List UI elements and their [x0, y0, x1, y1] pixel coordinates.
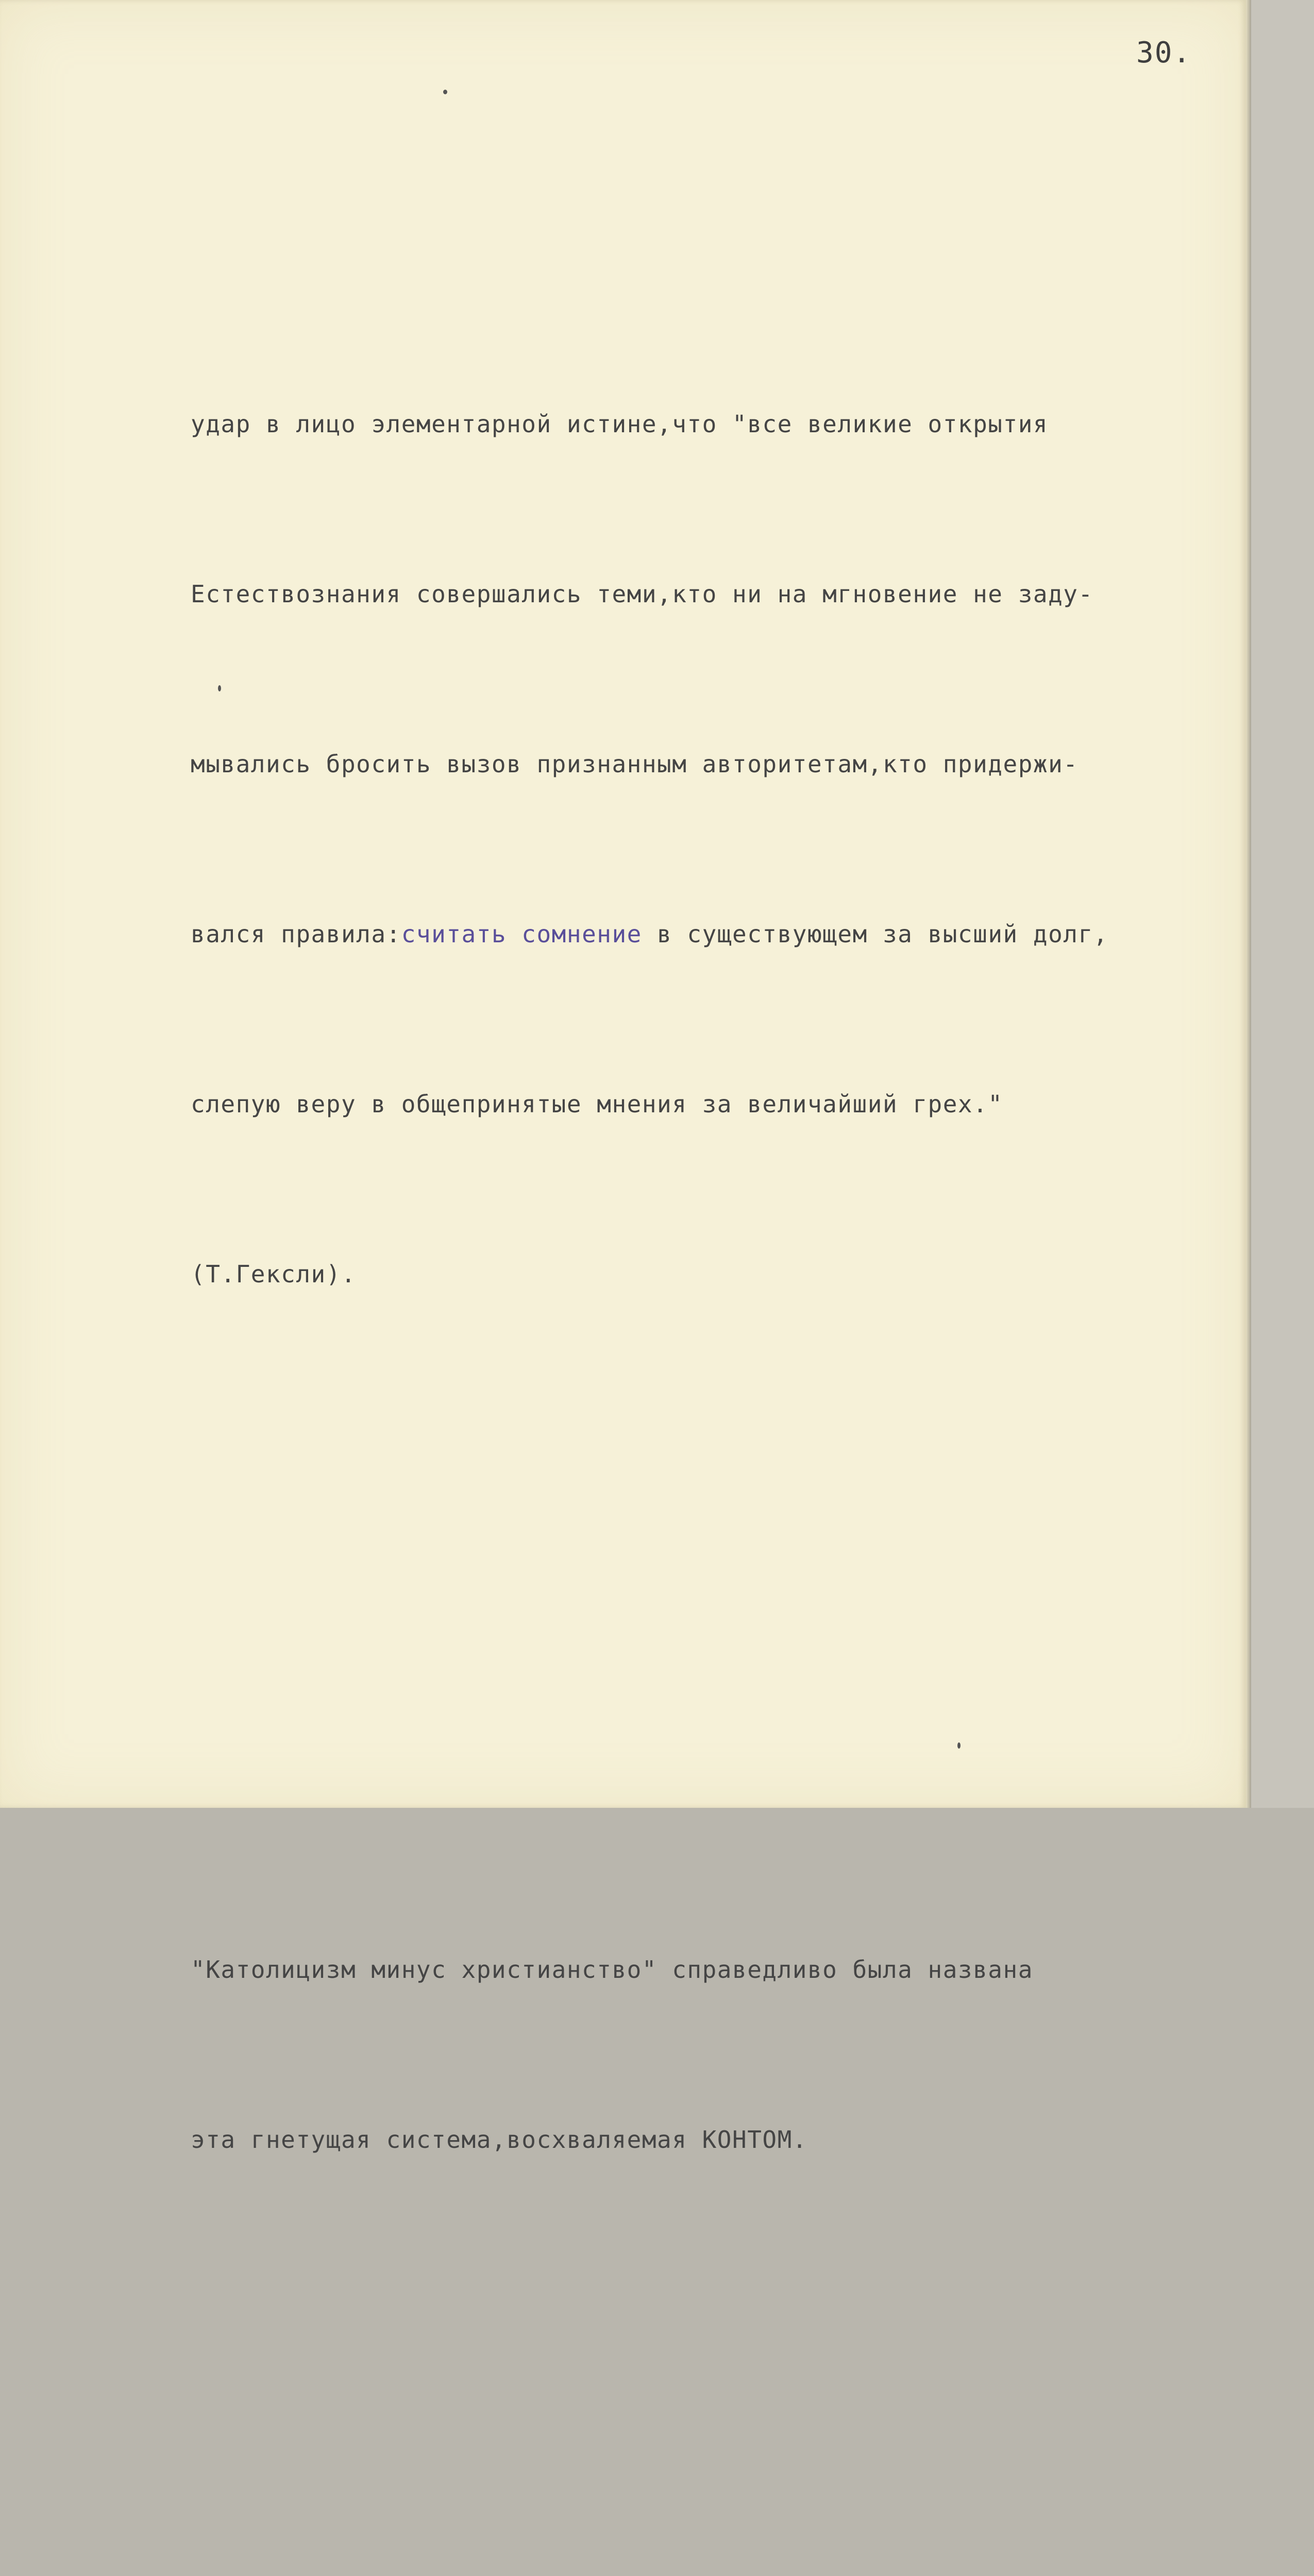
text-line: удар в лицо элементарной истине,что "все великие открытия: [191, 410, 1049, 438]
paragraph-1: [191, 282, 1247, 1416]
page-number: 30.: [1136, 36, 1192, 70]
text-line: Естествознания совершались теми,кто ни на мгновение не заду-: [191, 580, 1093, 608]
text-fragment: вался правила:: [191, 920, 401, 948]
text-line: (Т.Гексли).: [191, 1260, 357, 1288]
spacer: [191, 1586, 1247, 1601]
text-line: мывались бросить вызов признанным авторитетам,кто придержи-: [191, 750, 1079, 778]
text-line: [191, 906, 1247, 962]
text-line: "Католицизм минус христианство" справедливо была названа: [191, 1956, 1033, 1984]
text-fragment: в существующем за высший долг,: [642, 920, 1108, 948]
text-line: слепую веру в общепринятые мнения за величайший грех.": [191, 1090, 1003, 1118]
text-line: эта гнетущая система,восхваляемая КОНТОМ.: [191, 2126, 807, 2154]
paragraph-3: [191, 2508, 1247, 2576]
document-body: [191, 112, 1247, 2576]
paragraph-2: [191, 1828, 1247, 2281]
ink-speck: [443, 90, 447, 94]
highlighted-phrase: считать сомнение: [401, 920, 642, 948]
